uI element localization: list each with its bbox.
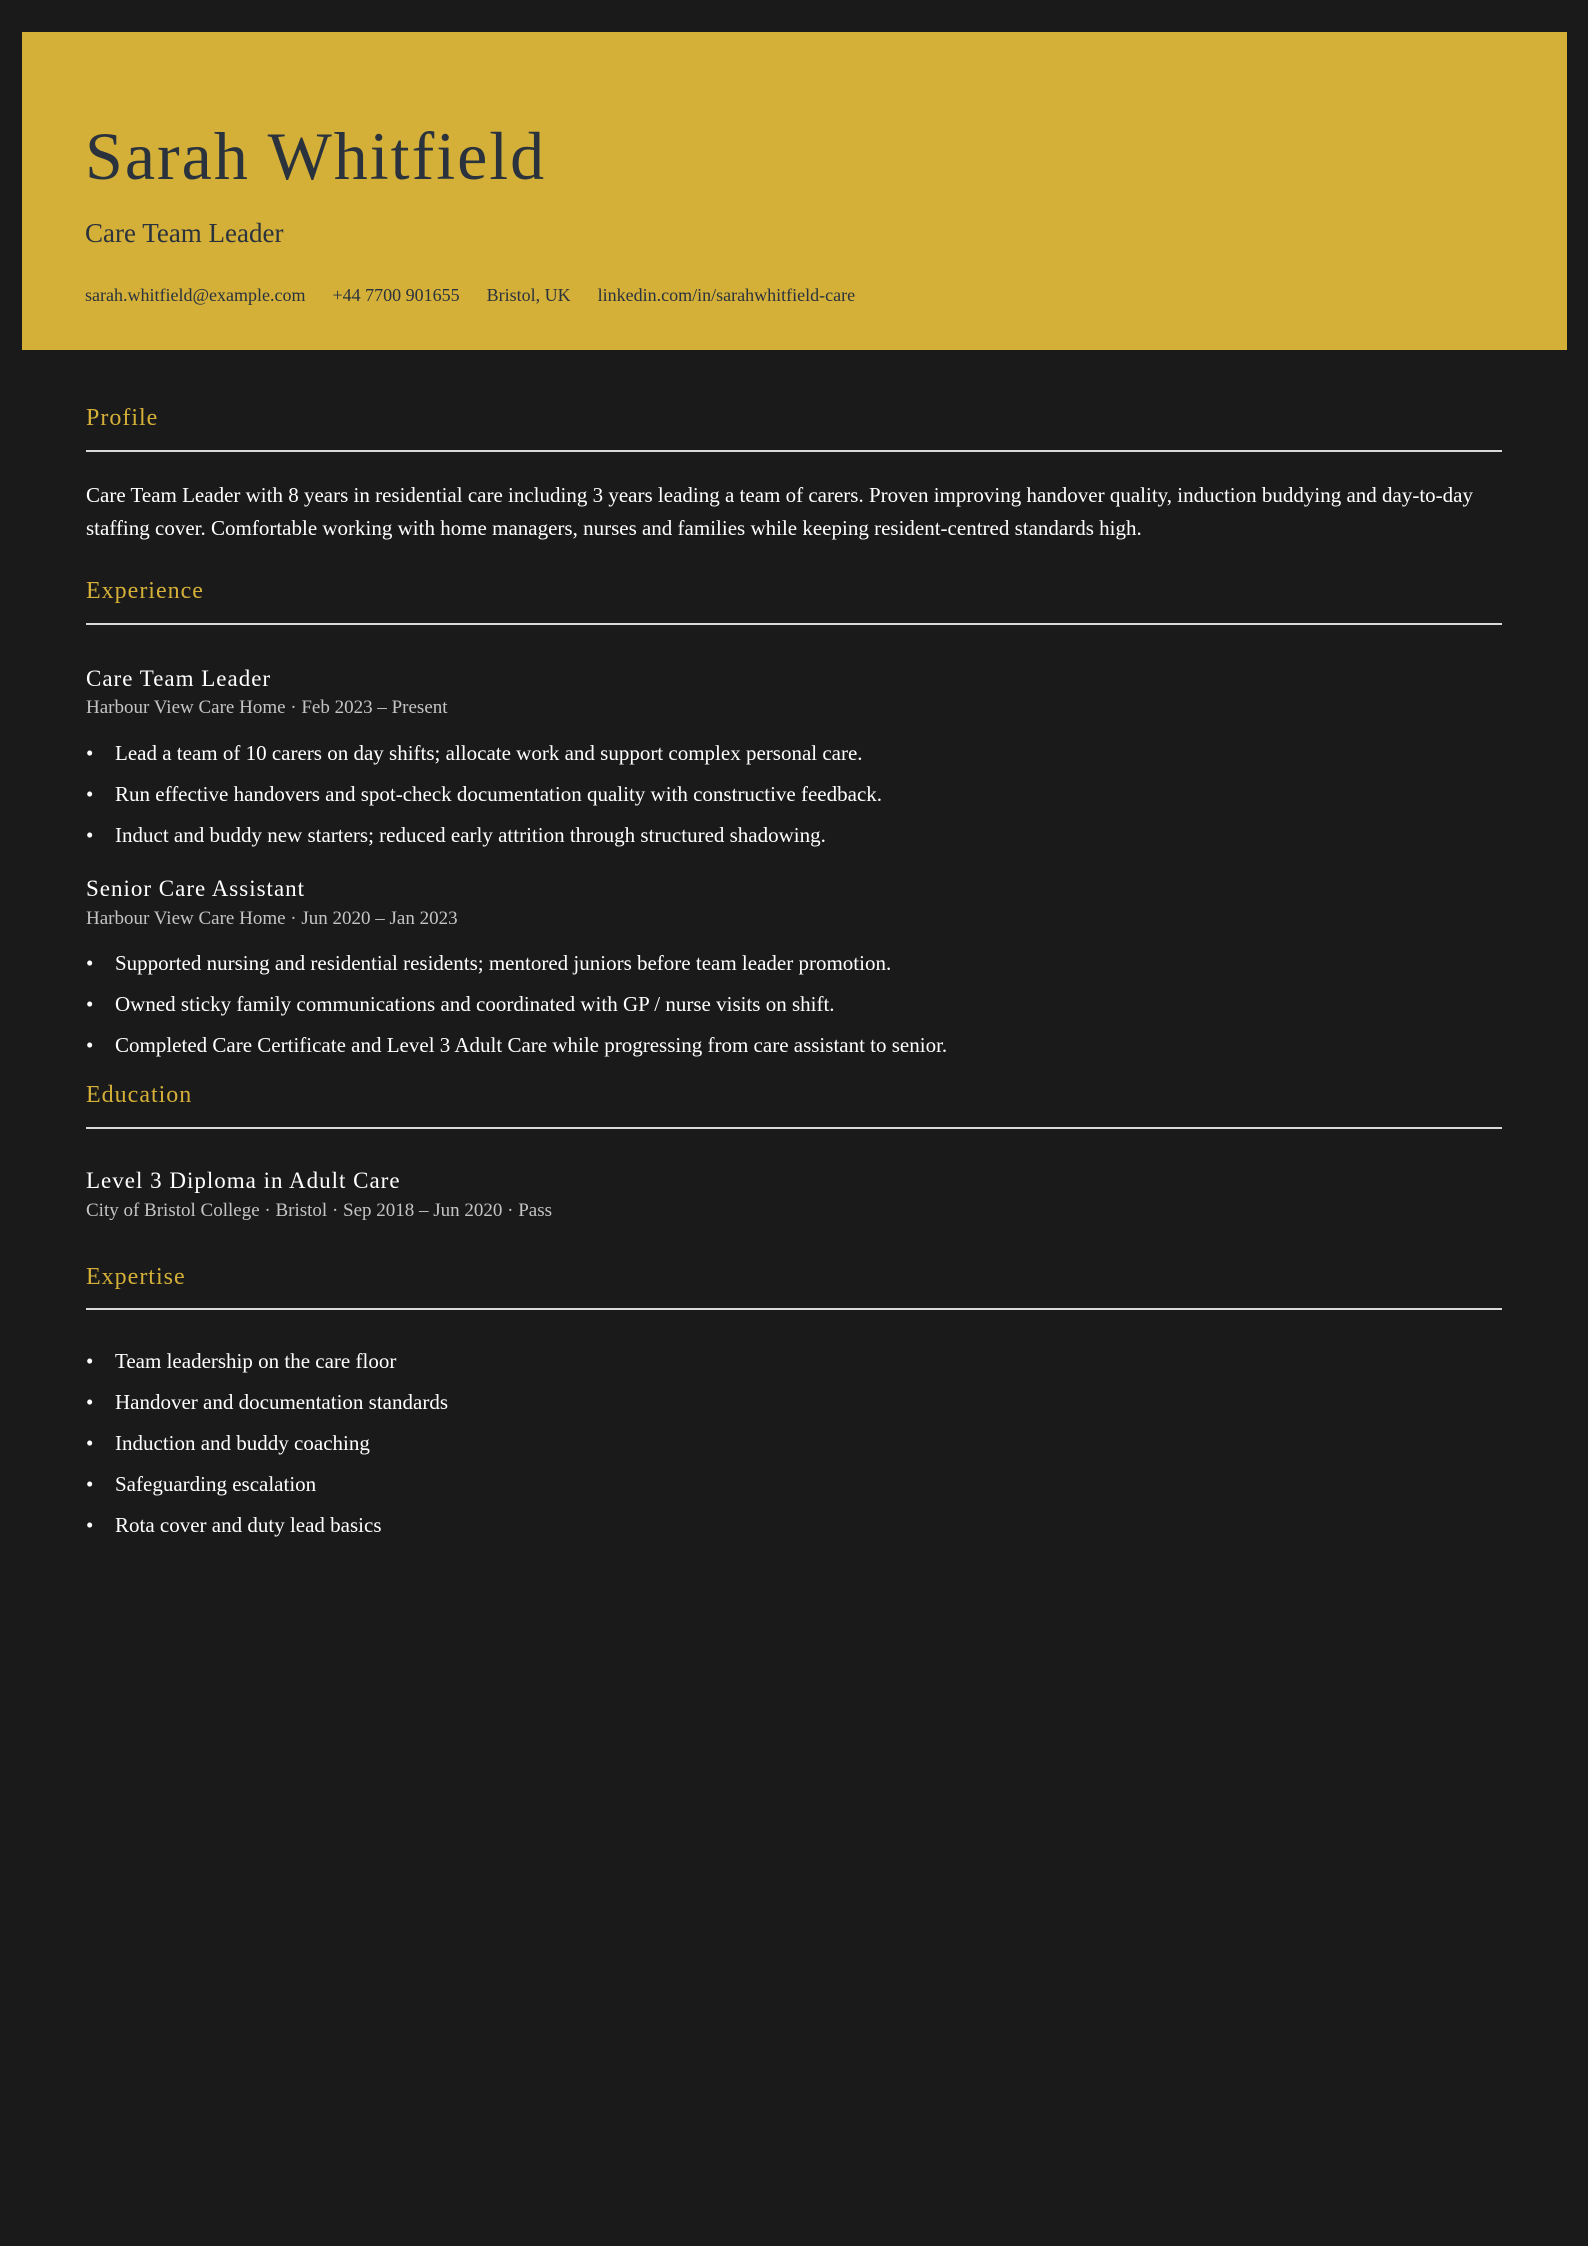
job-bullets [86,950,1502,1059]
section-divider [86,1308,1502,1310]
profile-section [86,404,1502,545]
education-title: Level 3 Diploma in Adult Care [86,1168,401,1194]
education-heading: Education [86,1082,193,1109]
job-bullets [86,740,1502,849]
bullet-item: • Supported nursing and residential residents; mentored juniors before team leader promotion. [86,950,1502,977]
profile-heading: Profile [86,405,159,431]
education-entry [86,1167,1502,1222]
job-subtitle: Harbour View Care Home · Feb 2023 – Present [86,697,448,719]
bullet-item: • Induct and buddy new starters; reduced early attrition through structured shadowing. [86,822,1502,849]
bullet-item: • Handover and documentation standards [86,1389,1502,1416]
resume-header [22,32,1567,350]
job-title: Senior Care Assistant [86,875,306,901]
candidate-role: Care Team Leader [85,218,284,248]
expertise-heading: Expertise [86,1263,186,1290]
bullet-item: • Completed Care Certificate and Level 3 Adult Care while progressing from care assistant to senior. [86,1032,1502,1059]
job-entry [86,875,1502,1059]
profile-text: Care Team Leader with 8 years in residential care including 3 years leading a team of carers. Proven improving handover quality, induction buddying and day-to-day staffing cover. Comfortable working with home managers, nurses and families while keeping resident-centred standards high. [86,482,1473,540]
experience-section [86,577,1502,1060]
resume-body [86,404,1502,1553]
job-subtitle: Harbour View Care Home · Jun 2020 – Jan 2023 [86,907,458,929]
contact-linkedin: linkedin.com/in/sarahwhitfield-care [597,285,856,305]
contact-email: sarah.whitfield@example.com [85,285,306,305]
expertise-section [86,1263,1502,1540]
experience-heading: Experience [86,577,204,604]
candidate-name: Sarah Whitfield [85,118,547,194]
section-divider [86,623,1502,625]
contact-phone: +44 7700 901655 [332,285,460,305]
bullet-item: • Owned sticky family communications and coordinated with GP / nurse visits on shift. [86,991,1502,1018]
job-title: Care Team Leader [86,665,272,691]
education-section [86,1081,1502,1222]
contact-location: Bristol, UK [486,285,571,305]
job-entry [86,665,1502,849]
bullet-item: • Rota cover and duty lead basics [86,1512,1502,1539]
bullet-item: • Lead a team of 10 carers on day shifts; allocate work and support complex personal care. [86,740,1502,767]
expertise-list [86,1348,1502,1539]
bullet-item: • Induction and buddy coaching [86,1430,1502,1457]
bullet-item: • Safeguarding escalation [86,1471,1502,1498]
bullet-item: • Run effective handovers and spot-check documentation quality with constructive feedback. [86,781,1502,808]
section-divider [86,1127,1502,1129]
section-divider [86,450,1502,452]
bullet-item: • Team leadership on the care floor [86,1348,1502,1375]
contact-bar [85,285,855,306]
education-subtitle: City of Bristol College · Bristol · Sep 2018 – Jun 2020 · Pass [86,1199,553,1221]
